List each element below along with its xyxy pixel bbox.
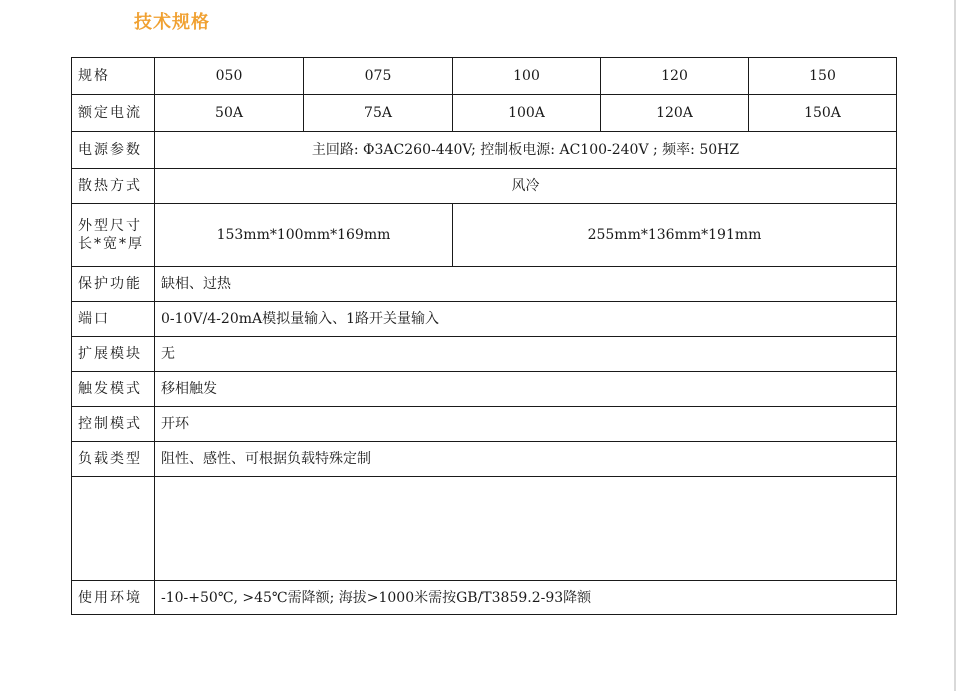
row-label-dimension [72,204,155,267]
table-row-port [72,302,897,337]
port-value: 0-10V/4-20mA模拟量输入、1路开关量输入 [155,302,897,337]
dimension-label-line2: 长*宽*厚 [78,236,144,252]
empty-label-cell [72,477,155,581]
row-label-environment: 使用环境 [72,581,155,615]
row-label-expansion: 扩展模块 [72,337,155,372]
table-row-cooling [72,169,897,204]
page-title: 技术规格 [134,12,210,33]
row-label-power: 电源参数 [72,132,155,169]
dimension-value-large: 255mm*136mm*191mm [453,204,897,267]
row-label-protection: 保护功能 [72,267,155,302]
trigger-value: 移相触发 [155,372,897,407]
spec-cell: 075 [304,58,453,95]
dimension-label-line1: 外型尺寸 [78,218,142,234]
row-label-cooling: 散热方式 [72,169,155,204]
current-cell: 150A [749,95,897,132]
control-value: 开环 [155,407,897,442]
row-label-spec: 规格 [72,58,155,95]
empty-value-cell [155,477,897,581]
current-cell: 75A [304,95,453,132]
spec-cell: 120 [601,58,749,95]
table-row-dimension [72,204,897,267]
row-label-control: 控制模式 [72,407,155,442]
load-value: 阻性、感性、可根据负载特殊定制 [155,442,897,477]
table-row-protection [72,267,897,302]
table-row-load [72,442,897,477]
expansion-value: 无 [155,337,897,372]
row-label-trigger: 触发模式 [72,372,155,407]
power-value: 主回路: Φ3AC260-440V; 控制板电源: AC100-240V ; 频率: 50HZ [155,132,897,169]
environment-value: -10-+50℃, >45℃需降额; 海拔>1000米需按GB/T3859.2-93降额 [155,581,897,615]
table-row-trigger [72,372,897,407]
table-row-environment [72,581,897,615]
row-label-port: 端口 [72,302,155,337]
table-row-control [72,407,897,442]
current-cell: 50A [155,95,304,132]
table-row-expansion [72,337,897,372]
current-cell: 120A [601,95,749,132]
row-label-load: 负载类型 [72,442,155,477]
table-row-power [72,132,897,169]
table-row-spec [72,58,897,95]
cooling-value: 风冷 [155,169,897,204]
spec-cell: 050 [155,58,304,95]
dimension-value-small: 153mm*100mm*169mm [155,204,453,267]
row-label-current: 额定电流 [72,95,155,132]
spec-table [71,57,897,615]
current-cell: 100A [453,95,601,132]
protection-value: 缺相、过热 [155,267,897,302]
table-row-empty [72,477,897,581]
spec-cell: 100 [453,58,601,95]
table-row-current [72,95,897,132]
spec-cell: 150 [749,58,897,95]
